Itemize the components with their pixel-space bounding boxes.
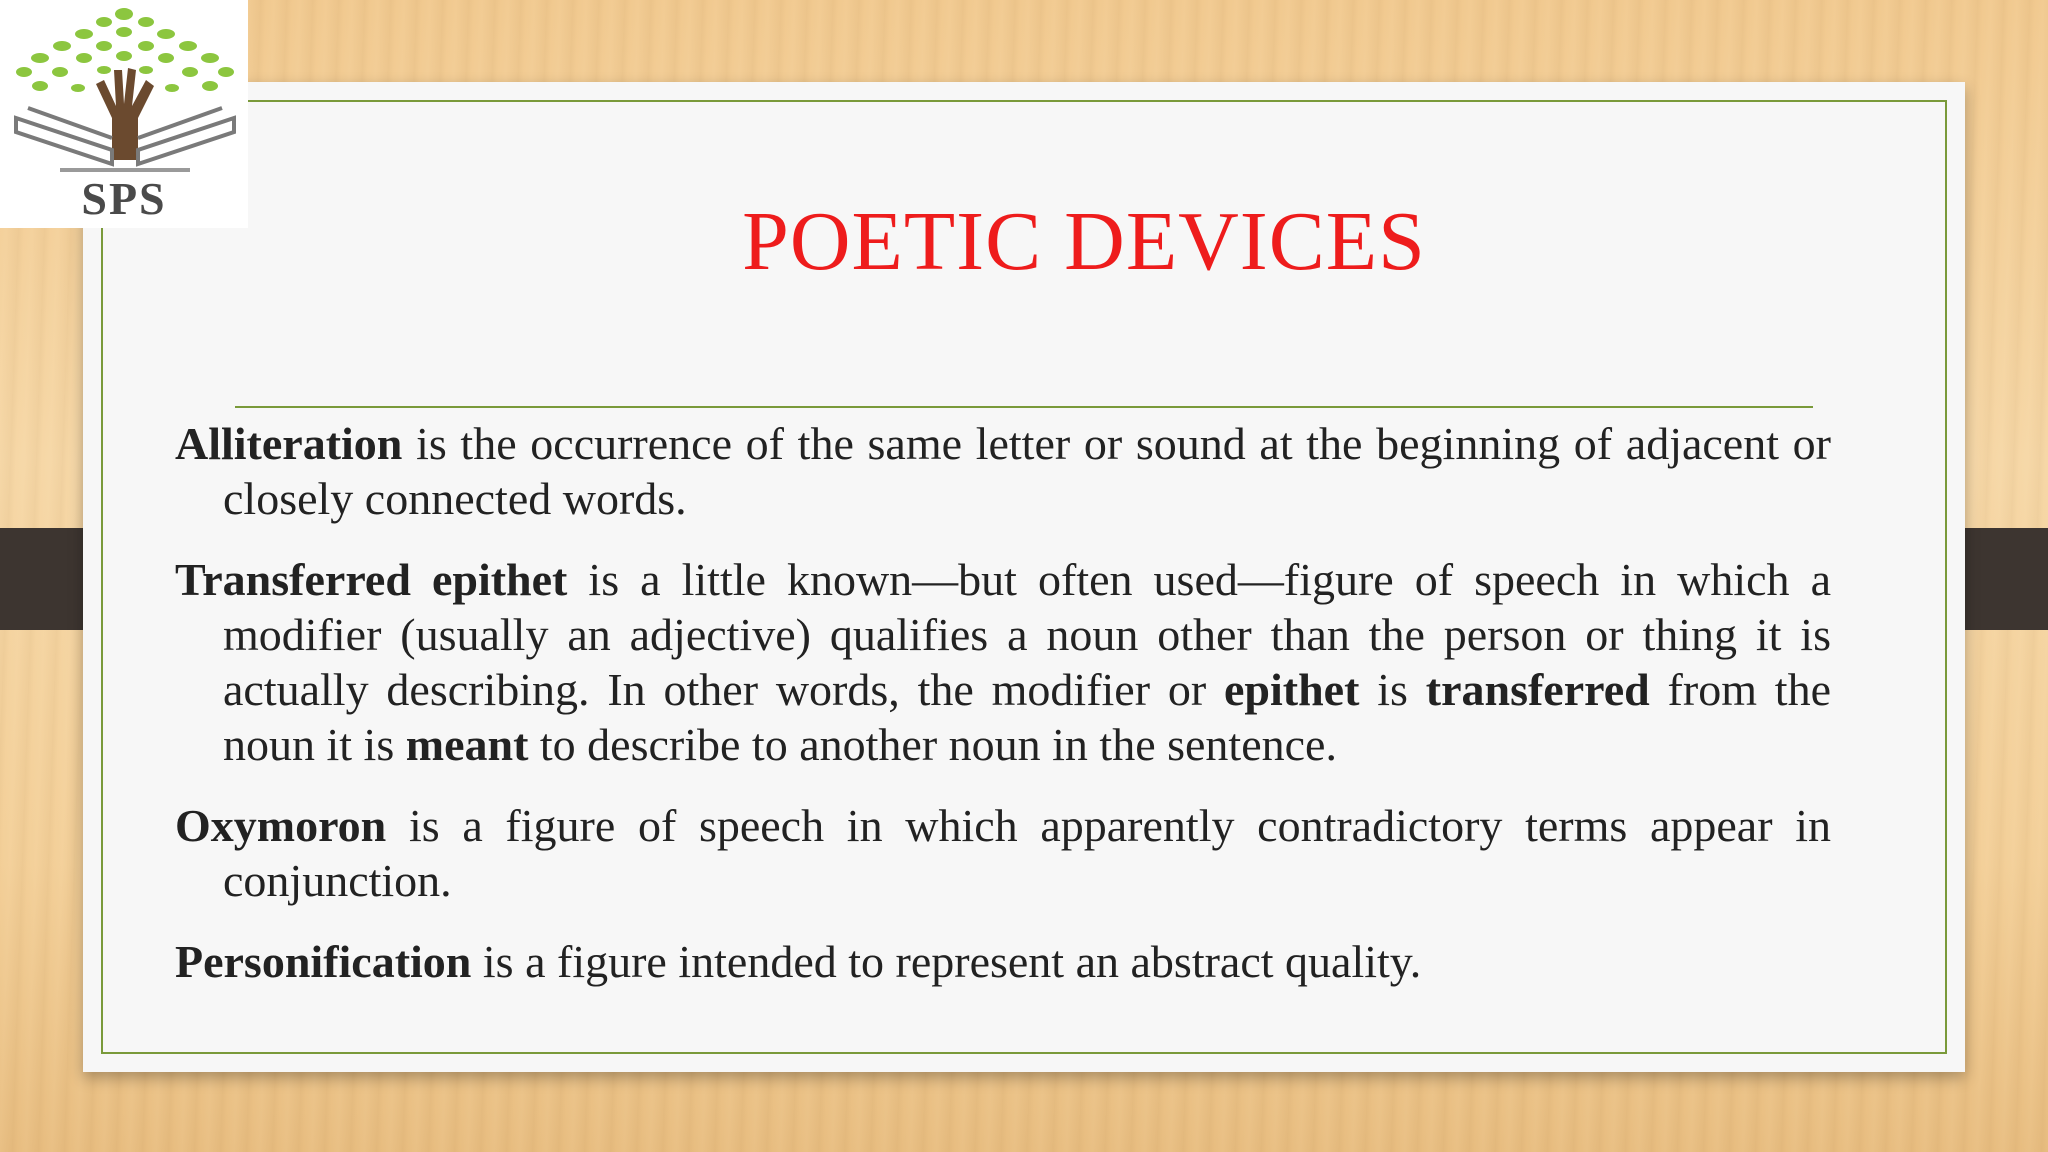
definition-text: from the noun it is xyxy=(223,664,1831,770)
slide-title: POETIC DEVICES xyxy=(742,195,1426,288)
title-divider xyxy=(235,406,1813,408)
slide-card xyxy=(83,82,1965,1072)
definition-text: is the occurrence of the same letter or sound at the beginning of adjacent or closely connected words. xyxy=(223,418,1831,524)
definition-text: is a figure of speech in which apparently contradictory terms appear in conjunction. xyxy=(223,800,1831,906)
logo-text: SPS xyxy=(81,173,167,224)
definition-text: is a little known—but often used—figure of speech in which a modifier (usually an adjective) qualifies a noun other than the person or thing it is actually describing. In other words, the modifier or xyxy=(223,554,1832,715)
definitions-list xyxy=(175,416,1831,1015)
definition-text: to describe to another noun in the sentence. xyxy=(528,719,1337,770)
school-logo xyxy=(0,0,248,228)
emphasis: transferred xyxy=(1425,664,1650,715)
definition-text: is a figure intended to represent an abstract quality. xyxy=(471,936,1422,987)
definition-text: is xyxy=(1359,664,1426,715)
emphasis: meant xyxy=(405,719,529,770)
term: Alliteration xyxy=(175,418,403,469)
term: Oxymoron xyxy=(175,800,387,851)
definition-transferred-epithet xyxy=(175,552,1831,772)
term: Transferred epithet xyxy=(175,554,568,605)
definition-alliteration xyxy=(175,416,1831,526)
emphasis: epithet xyxy=(1224,664,1360,715)
definition-personification xyxy=(175,934,1831,989)
definition-oxymoron xyxy=(175,798,1831,908)
term: Personification xyxy=(175,936,472,987)
